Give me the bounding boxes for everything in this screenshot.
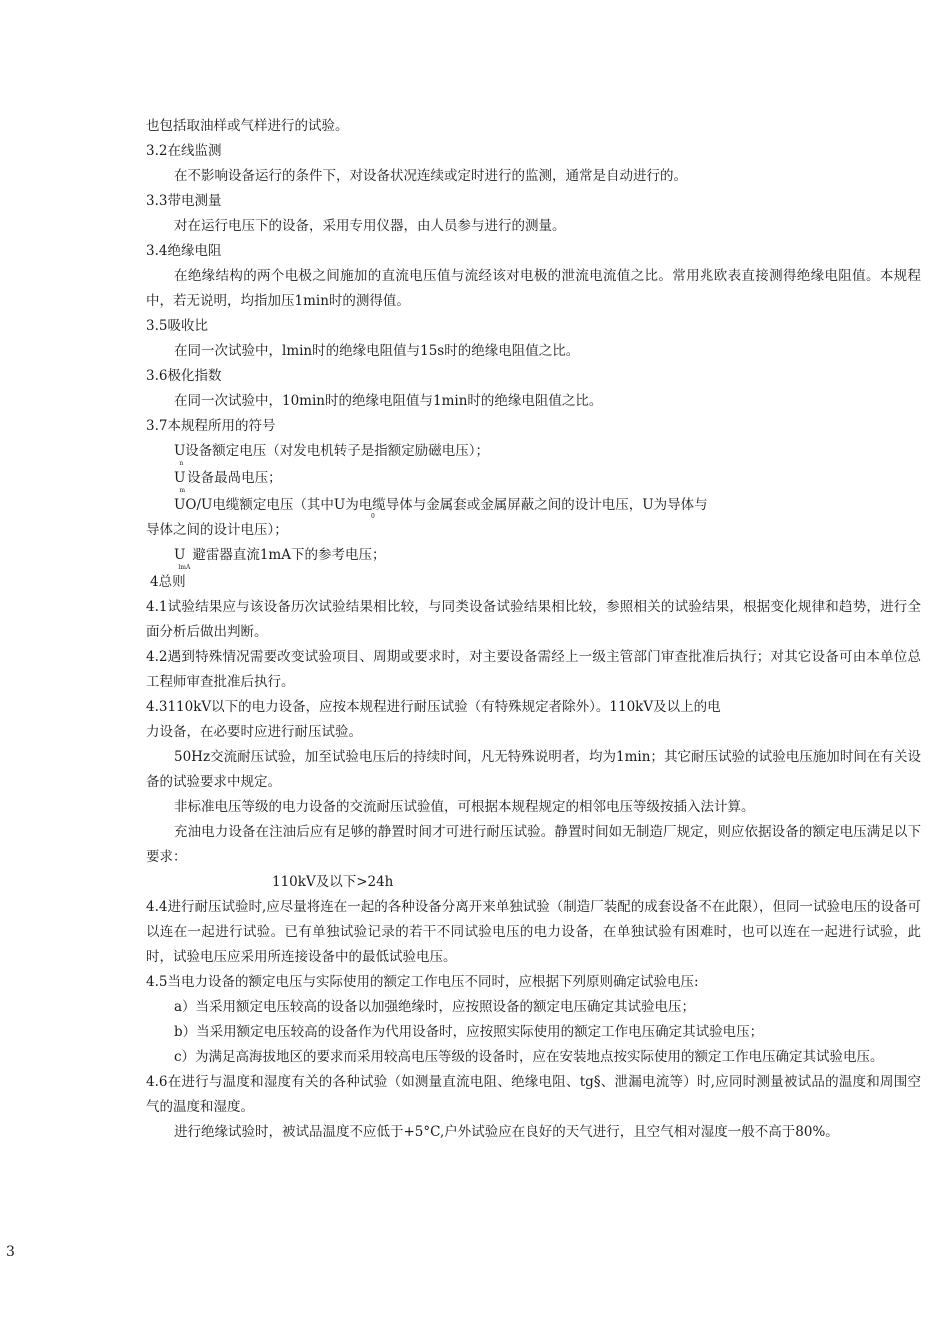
paragraph: 非标准电压等级的电力设备的交流耐压试验值，可根据本规程规定的相邻电压等级按插入法计算。 [174, 799, 755, 815]
symbol-um [146, 466, 921, 493]
list-item: b）当采用额定电压较高的设备作为代用设备时，应按照实际使用的额定工作电压确定其试验电压； [174, 1024, 764, 1040]
section-heading-4: 4总则 [150, 574, 186, 590]
paragraph: 4.5当电力设备的额定电压与实际使用的额定工作电压不同时，应根据下列原则确定试验电压: [146, 974, 699, 990]
paragraph: 在同一次试验中，10min时的绝缘电阻值与1min时的绝缘电阻值之比。 [174, 393, 603, 409]
paragraph: 110kV及以下>24h [272, 874, 394, 890]
list-item: c）为满足高海拔地区的要求而采用较高电压等级的设备时，应在安装地点按实际使用的额定工作电压确定其试验电压。 [174, 1049, 884, 1065]
paragraph: 4.1试验结果应与该设备历次试验结果相比较，与同类设备试验结果相比较，参照相关的试验结果，根据变化规律和趋势，进行全面分析后做出判断。 [146, 599, 921, 640]
symbol-letter: U [174, 470, 186, 486]
symbol-u1ma [146, 543, 921, 570]
page-number: 3 [6, 1244, 15, 1260]
paragraph: 也包括取油样或气样进行的试验。 [146, 118, 349, 134]
paragraph: 50Hz交流耐压试验，加至试验电压后的持续时间，凡无特殊说明者，均为1min；其它耐压试验的试验电压施加时间在有关设备的试验要求中规定。 [146, 749, 921, 790]
paragraph: 力设备，在必要时应进行耐压试验。 [146, 724, 362, 740]
paragraph: 在不影响设备运行的条件下，对设备状况连续或定时进行的监测，通常是自动进行的。 [174, 168, 687, 184]
section-heading-3-5: 3.5吸收比 [146, 318, 208, 334]
paragraph: 4.4进行耐压试验时,应尽量将连在一起的各种设备分离开来单独试验（制造厂装配的成套设备不在此限），但同一试验电压的设备可以连在一起进行试验。已有单独试验记录的若干不同试验电压的电力设备，在单独试验有困难时，也可以连在一起进行试验，此时，试验电压应采用所连接设备中的最低试验电压。 [146, 899, 922, 965]
symbol-letter: U [174, 547, 186, 563]
symbol-desc: 设备最咼电压； [187, 470, 282, 486]
paragraph: 导体之间的设计电压）； [146, 522, 288, 538]
paragraph: 充油电力设备在注油后应有足够的静置时间才可进行耐压试验。静置时间如无制造厂规定，则应依据设备的额定电压满足以下要求： [146, 824, 921, 865]
symbol-desc: UO/U电缆额定电压（其中U为电缆导体与金属套或金属屏蔽之间的设计电压，U为导体与 [174, 497, 708, 513]
symbol-subscript: 0 [371, 513, 375, 520]
symbol-subscript: n [179, 460, 184, 467]
paragraph: 4.2遇到特殊情况需要改变试验项目、周期或要求时，对主要设备需经上一级主管部门审查批准后执行；对其它设备可由本单位总工程师审查批准后执行。 [146, 649, 921, 690]
paragraph: 在同一次试验中，lmin时的绝缘电阻值与15s时的绝缘电阻值之比。 [174, 343, 580, 359]
paragraph: 进行绝缘试验时，被试品温度不应低于+5°C,户外试验应在良好的天气进行，且空气相对湿度一般不高于80%。 [174, 1124, 839, 1140]
symbol-letter: U [174, 443, 186, 459]
symbol-subscript: lmA [178, 564, 191, 571]
section-heading-3-7: 3.7本规程所用的符号 [146, 418, 276, 434]
section-heading-3-3: 3.3带电测量 [146, 193, 222, 209]
section-heading-3-2: 3.2在线监测 [146, 143, 222, 159]
document-body [146, 114, 921, 1145]
paragraph: 4.3110kV以下的电力设备，应按本规程进行耐压试验（有特殊规定者除外）。110kV及以上的电 [146, 699, 721, 715]
symbol-desc: 避雷器直流1mA下的参考电压； [192, 547, 386, 563]
symbol-un [146, 439, 921, 466]
section-heading-3-6: 3.6极化指数 [146, 368, 222, 384]
symbol-desc: 设备额定电压（对发电机转子是指额定励磁电压）； [185, 443, 490, 459]
list-item: a）当采用额定电压较高的设备以加强绝缘时，应按照设备的额定电压确定其试验电压； [174, 999, 696, 1015]
section-heading-3-4: 3.4绝缘电阻 [146, 243, 222, 259]
symbol-subscript: m [179, 487, 186, 494]
symbol-u0-u [146, 493, 921, 518]
paragraph: 对在运行电压下的设备，采用专用仪器，由人员参与进行的测量。 [174, 218, 566, 234]
paragraph: 4.6在进行与温度和湿度有关的各种试验（如测量直流电阻、绝缘电阻、tg§、泄漏电流等）时,应同时测量被试品的温度和周围空气的温度和湿度。 [146, 1074, 921, 1115]
paragraph: 在绝缘结构的两个电极之间施加的直流电压值与流经该对电极的泄流电流值之比。常用兆欧表直接测得绝缘电阻值。本规程中，若无说明，均指加压1min时的测得值。 [146, 268, 921, 309]
